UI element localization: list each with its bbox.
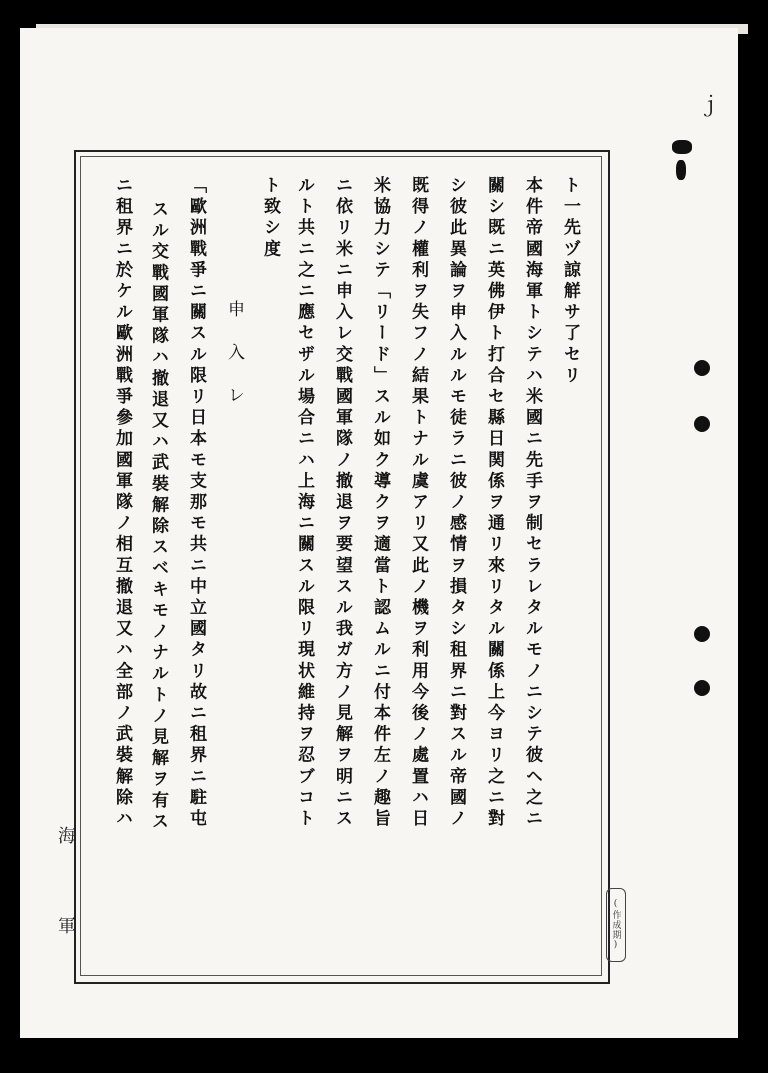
margin-char-gun: 軍 (58, 916, 76, 937)
text-column-9: ト致シ度 (260, 176, 280, 261)
text-column-6: 米協力シテ「リード」スル如ク導クヲ適當ト認ムルニ付本件左ノ趣旨 (370, 176, 390, 831)
text-column-8: ルト共ニ之ニ應セザル場合ニハ上海ニ關スル限リ現状維持ヲ忍ブコト (294, 176, 314, 831)
quote-column-2: スル交戰國軍隊ハ撤退又ハ武裝解除スベキモノナルトノ見解ヲ有ス (148, 200, 168, 833)
binding-hole (694, 626, 710, 642)
section-heading: 申入レ (224, 300, 244, 429)
quote-column-1: 「歐洲戰爭ニ關スル限リ日本モ支那モ共ニ中立國タリ故ニ租界ニ駐屯 (186, 176, 206, 831)
binding-hole (694, 416, 710, 432)
text-column-1: ト一先ヅ諒觧サ了セリ (560, 176, 580, 387)
ink-mark (676, 160, 686, 180)
text-column-7: ニ依リ米ニ申入レ交戰國軍隊ノ撤退ヲ要望スル我ガ方ノ見解ヲ明ニス (332, 176, 352, 831)
quote-column-3: ニ租界ニ於ケル歐洲戰爭參加國軍隊ノ相互撤退又ハ全部ノ武裝解除ハ (112, 176, 132, 831)
ink-mark (672, 140, 692, 154)
text-column-3: 關シ既ニ英佛伊ト打合セ縣日関係ヲ通リ來リタル關係上今ヨリ之ニ對 (484, 176, 504, 831)
margin-char-kai: 海 (58, 826, 76, 847)
corner-mark: ｊ (700, 92, 720, 116)
text-column-5: 既得ノ權利ヲ失フノ結果トナル虞アリ又此ノ機ヲ利用今後ノ處置ハ日 (408, 176, 428, 831)
binding-hole (694, 360, 710, 376)
text-column-2: 本件帝國海軍トシテハ米國ニ先手ヲ制セラレタルモノニシテ彼ヘ之ニ (522, 176, 542, 831)
binding-hole (694, 680, 710, 696)
text-column-4: シ彼此異論ヲ申入ルルモ徒ラニ彼ノ感情ヲ損タシ租界ニ對スル帝國ノ (446, 176, 466, 831)
filing-stamp: (作成期) (606, 888, 626, 962)
